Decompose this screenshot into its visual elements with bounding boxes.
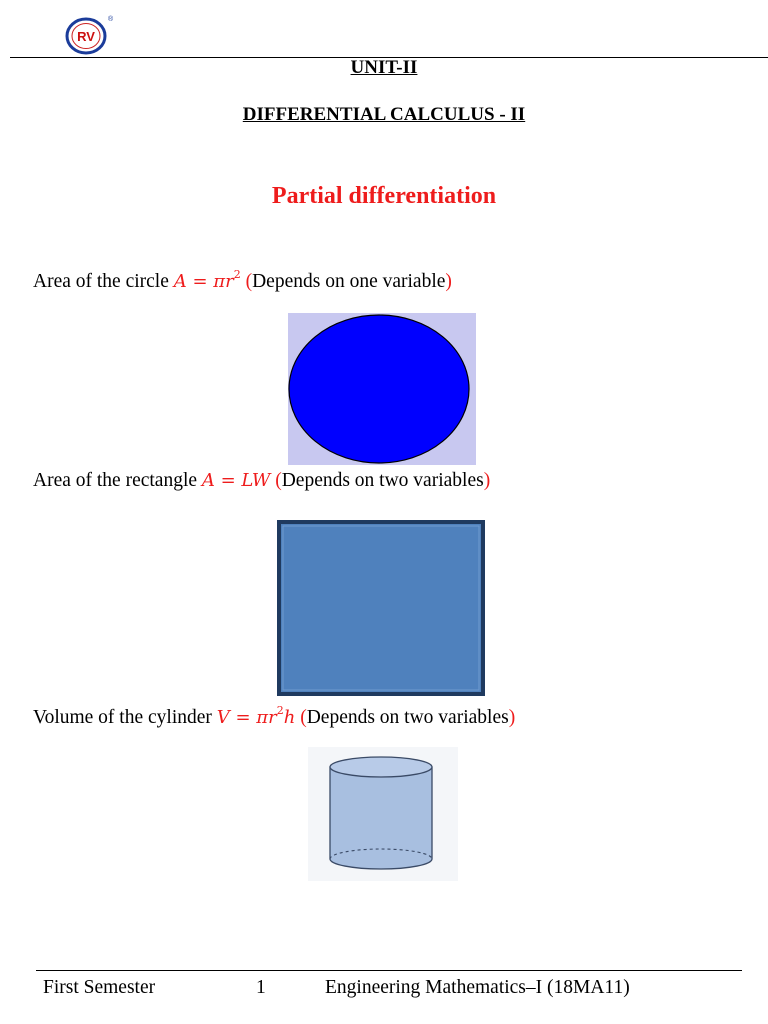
footer-course-title: Engineering Mathematics–I (18MA11) <box>325 977 630 998</box>
footer-rule <box>36 970 742 971</box>
svg-text:®: ® <box>108 16 114 23</box>
cylinder-volume-formula-tail: h <box>283 707 296 728</box>
cylinder-volume-lead: Volume of the cylinder <box>33 707 217 728</box>
rectangle-area-formula-main: A = LW <box>201 470 271 491</box>
circle-area-formula-main: A = πr <box>173 271 234 292</box>
cylinder-volume-line <box>33 700 515 731</box>
logo-text: RV <box>77 29 95 44</box>
circle-area-paren-close: ) <box>445 271 452 292</box>
chapter-title: DIFFERENTIAL CALCULUS - II <box>242 104 526 125</box>
circle-area-formula-sup: 2 <box>233 268 241 281</box>
circle-area-lead: Area of the circle <box>33 271 174 292</box>
rectangle-area-line <box>33 468 490 494</box>
footer-page-number: 1 <box>256 977 266 998</box>
rectangle-figure <box>277 520 485 696</box>
cylinder-volume-formula-sup: 2 <box>276 704 284 717</box>
circle-area-formula <box>173 268 241 292</box>
cylinder-figure <box>308 747 458 881</box>
footer-semester: First Semester <box>43 977 156 998</box>
rectangle-area-paren-open: ( <box>270 470 282 491</box>
rectangle-area-formula <box>202 470 270 491</box>
cylinder-volume-formula <box>216 704 296 728</box>
rv-logo <box>58 12 116 56</box>
cylinder-volume-note: Depends on two variables <box>306 707 509 728</box>
cylinder-volume-formula-main: V = πr <box>216 707 277 728</box>
circle-area-line <box>33 264 452 295</box>
section-title: Partial differentiation <box>271 183 497 209</box>
rectangle-area-lead: Area of the rectangle <box>33 470 202 491</box>
circle-area-note: Depends on one variable <box>252 271 446 292</box>
cylinder-volume-paren-open: ( <box>295 707 307 728</box>
rectangle-area-paren-close: ) <box>483 470 491 491</box>
circle-figure <box>288 313 482 465</box>
unit-title: UNIT-II <box>350 57 418 78</box>
circle-area-paren-open: ( <box>240 271 253 292</box>
rectangle-area-note: Depends on two variables <box>281 470 484 491</box>
cylinder-volume-paren-close: ) <box>508 707 516 728</box>
